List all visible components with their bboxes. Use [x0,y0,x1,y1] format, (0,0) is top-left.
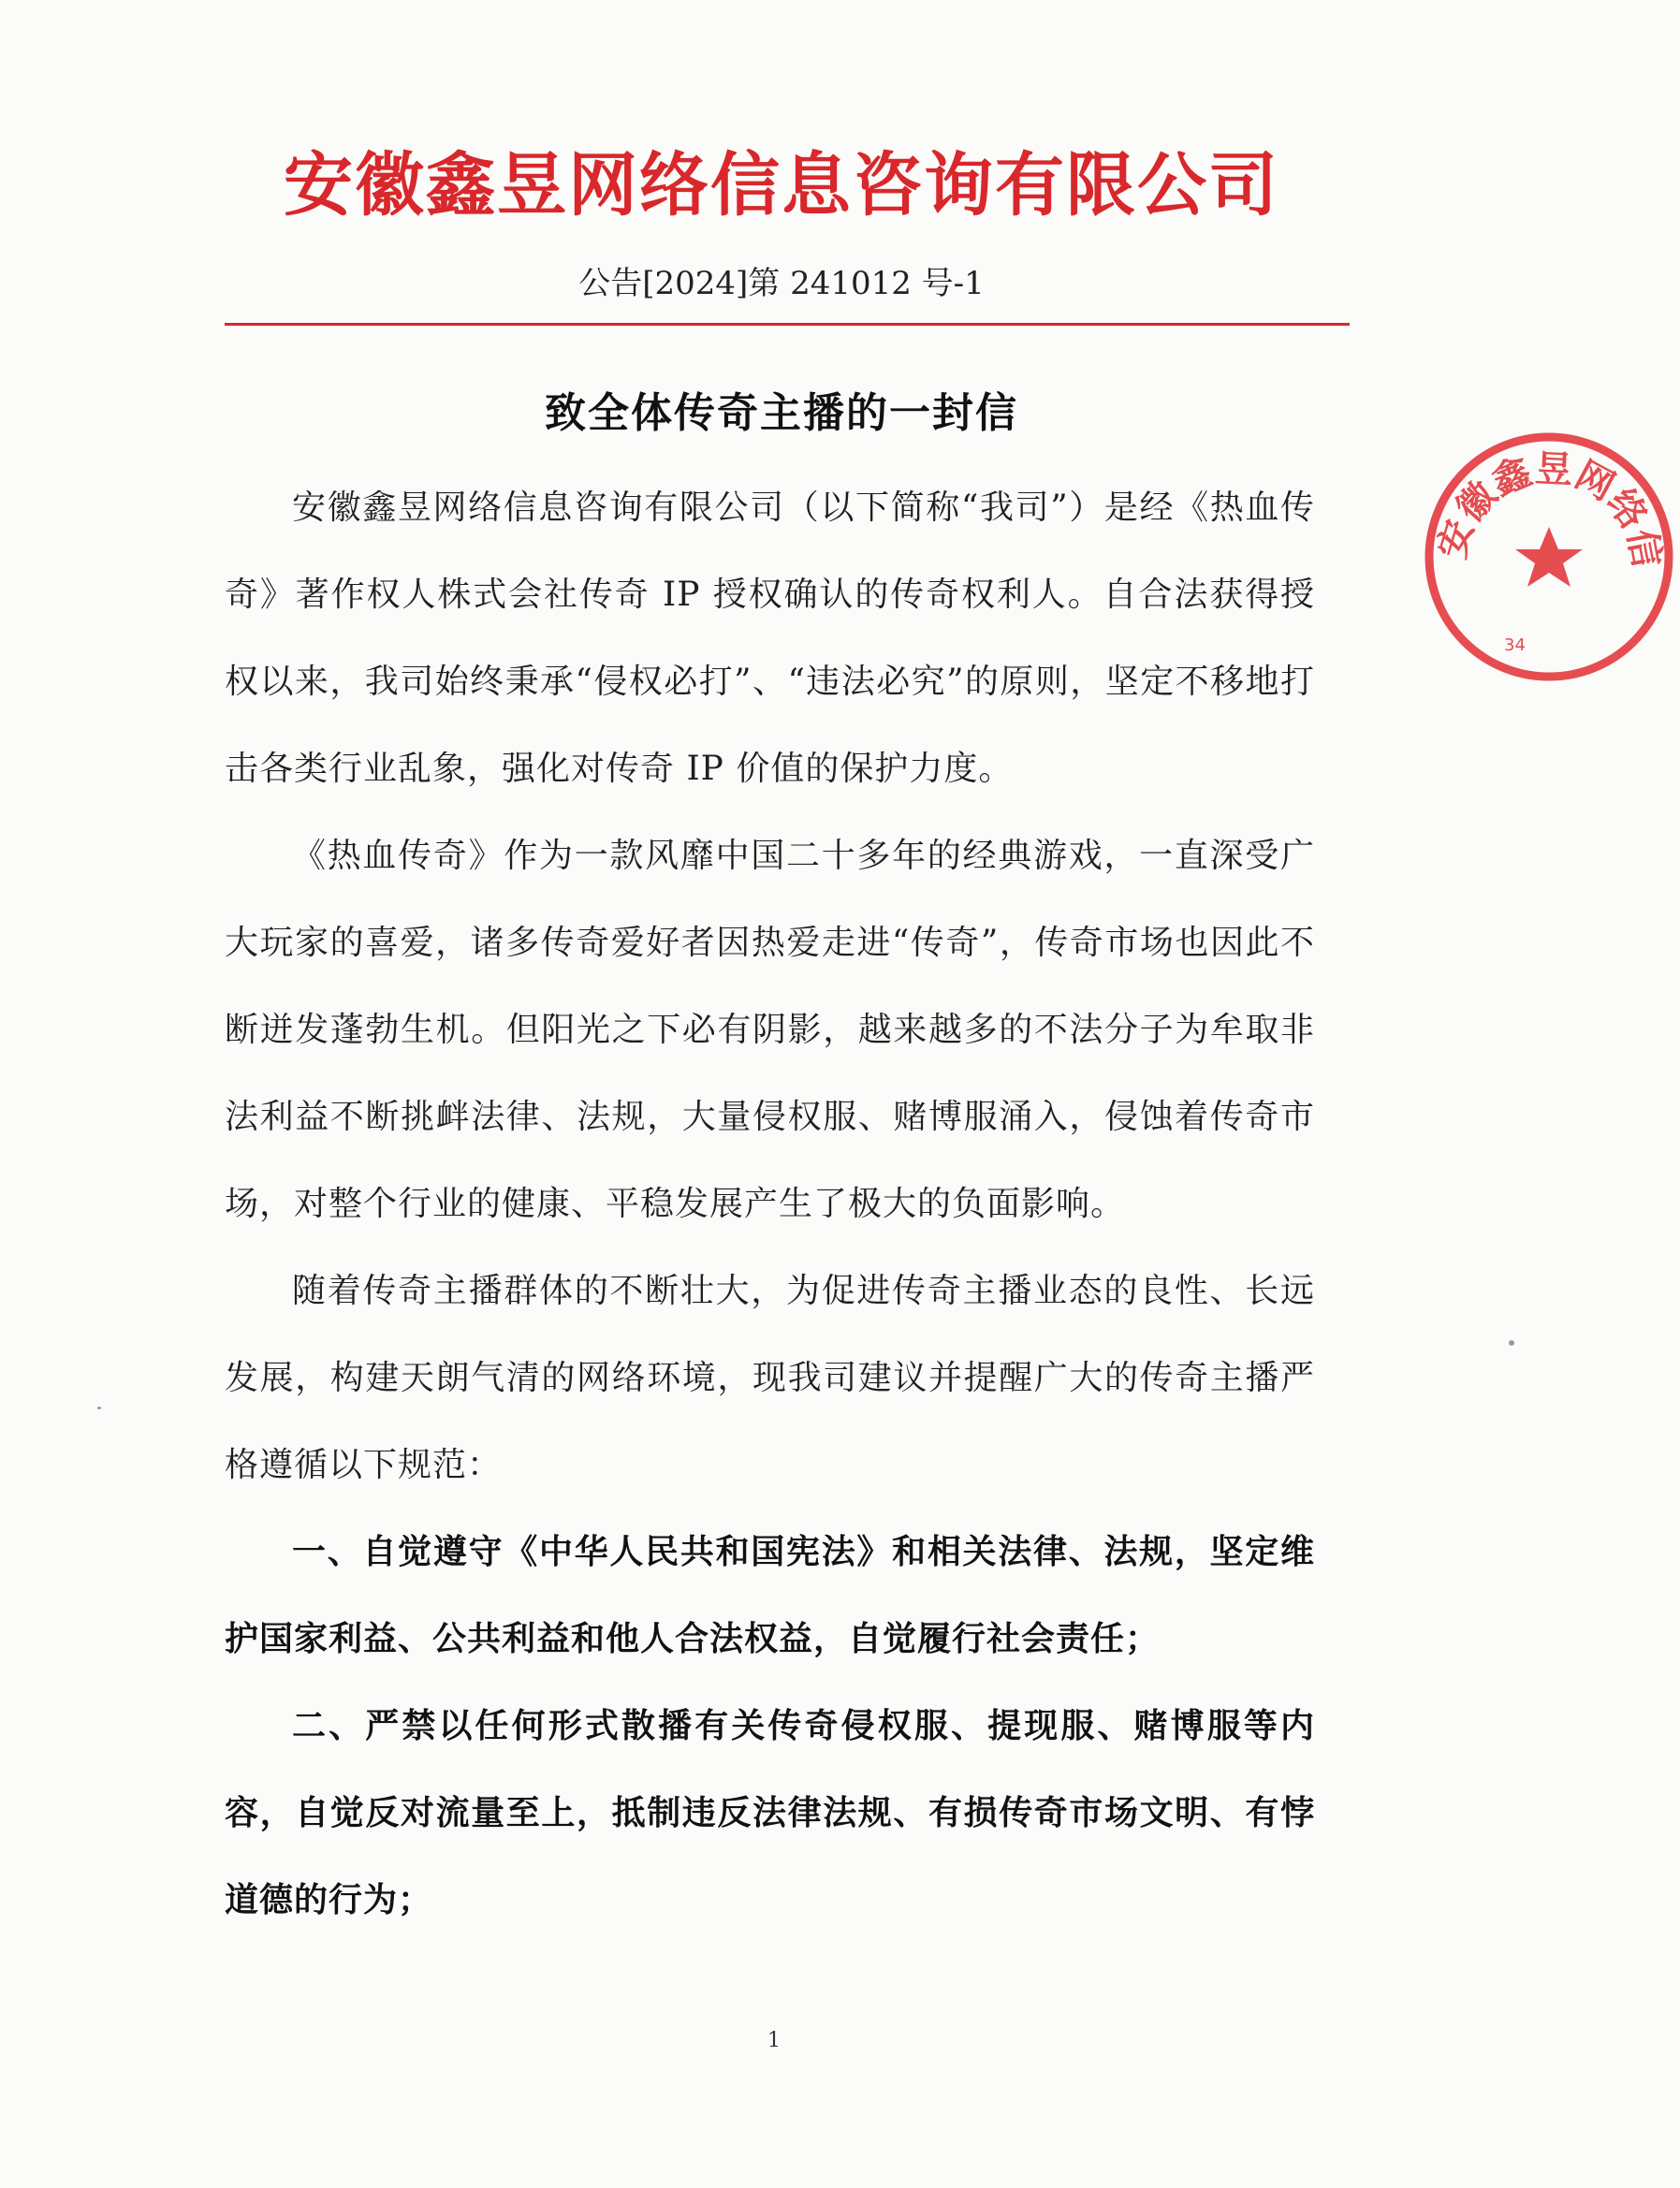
scan-speck [1509,1340,1514,1346]
paragraph-intro: 安徽鑫昱网络信息咨询有限公司（以下简称“我司”）是经《热血传奇》著作权人株式会社传奇 IP 授权确认的传奇权利人。自合法获得授权以来，我司始终秉承“侵权必打”、“违法必究”的原则，坚定不移地打击各类行业乱象，强化对传奇 IP 价值的保护力度。 [225,489,1315,788]
rule-item-2: 二、严禁以任何形式散播有关传奇侵权服、提现服、赌博服等内容，自觉反对流量至上，抵制违反法律法规、有损传奇市场文明、有悖道德的行为； [225,1706,1315,1919]
page-number: 1 [767,2029,781,2052]
seal-text: 安徽鑫昱网络信 [1430,447,1669,571]
company-letterhead-title: 安徽鑫昱网络信息咨询有限公司 [284,145,1279,226]
letter-body [225,464,1315,1944]
letter-title: 致全体传奇主播的一封信 [545,389,1018,437]
scan-speck [97,1407,101,1409]
document-number: 公告[2024]第 241012 号-1 [578,265,985,302]
company-seal-icon [1418,426,1680,688]
rule-item-1: 一、自觉遵守《中华人民共和国宪法》和相关法律、法规，坚定维护国家利益、公共利益和他人合法权益，自觉履行社会责任； [225,1532,1315,1658]
seal-code: 34 [1504,635,1526,655]
letterhead-divider [225,323,1350,326]
paragraph-background: 《热血传奇》作为一款风靡中国二十多年的经典游戏，一直深受广大玩家的喜爱，诸多传奇爱好者因热爱走进“传奇”，传奇市场也因此不断迸发蓬勃生机。但阳光之下必有阴影，越来越多的不法分子为牟取非法利益不断挑衅法律、法规，大量侵权服、赌博服涌入，侵蚀着传奇市场，对整个行业的健康、平稳发展产生了极大的负面影响。 [225,837,1315,1223]
paragraph-recommendation: 随着传奇主播群体的不断壮大，为促进传奇主播业态的良性、长远发展，构建天朗气清的网络环境，现我司建议并提醒广大的传奇主播严格遵循以下规范： [225,1272,1315,1484]
